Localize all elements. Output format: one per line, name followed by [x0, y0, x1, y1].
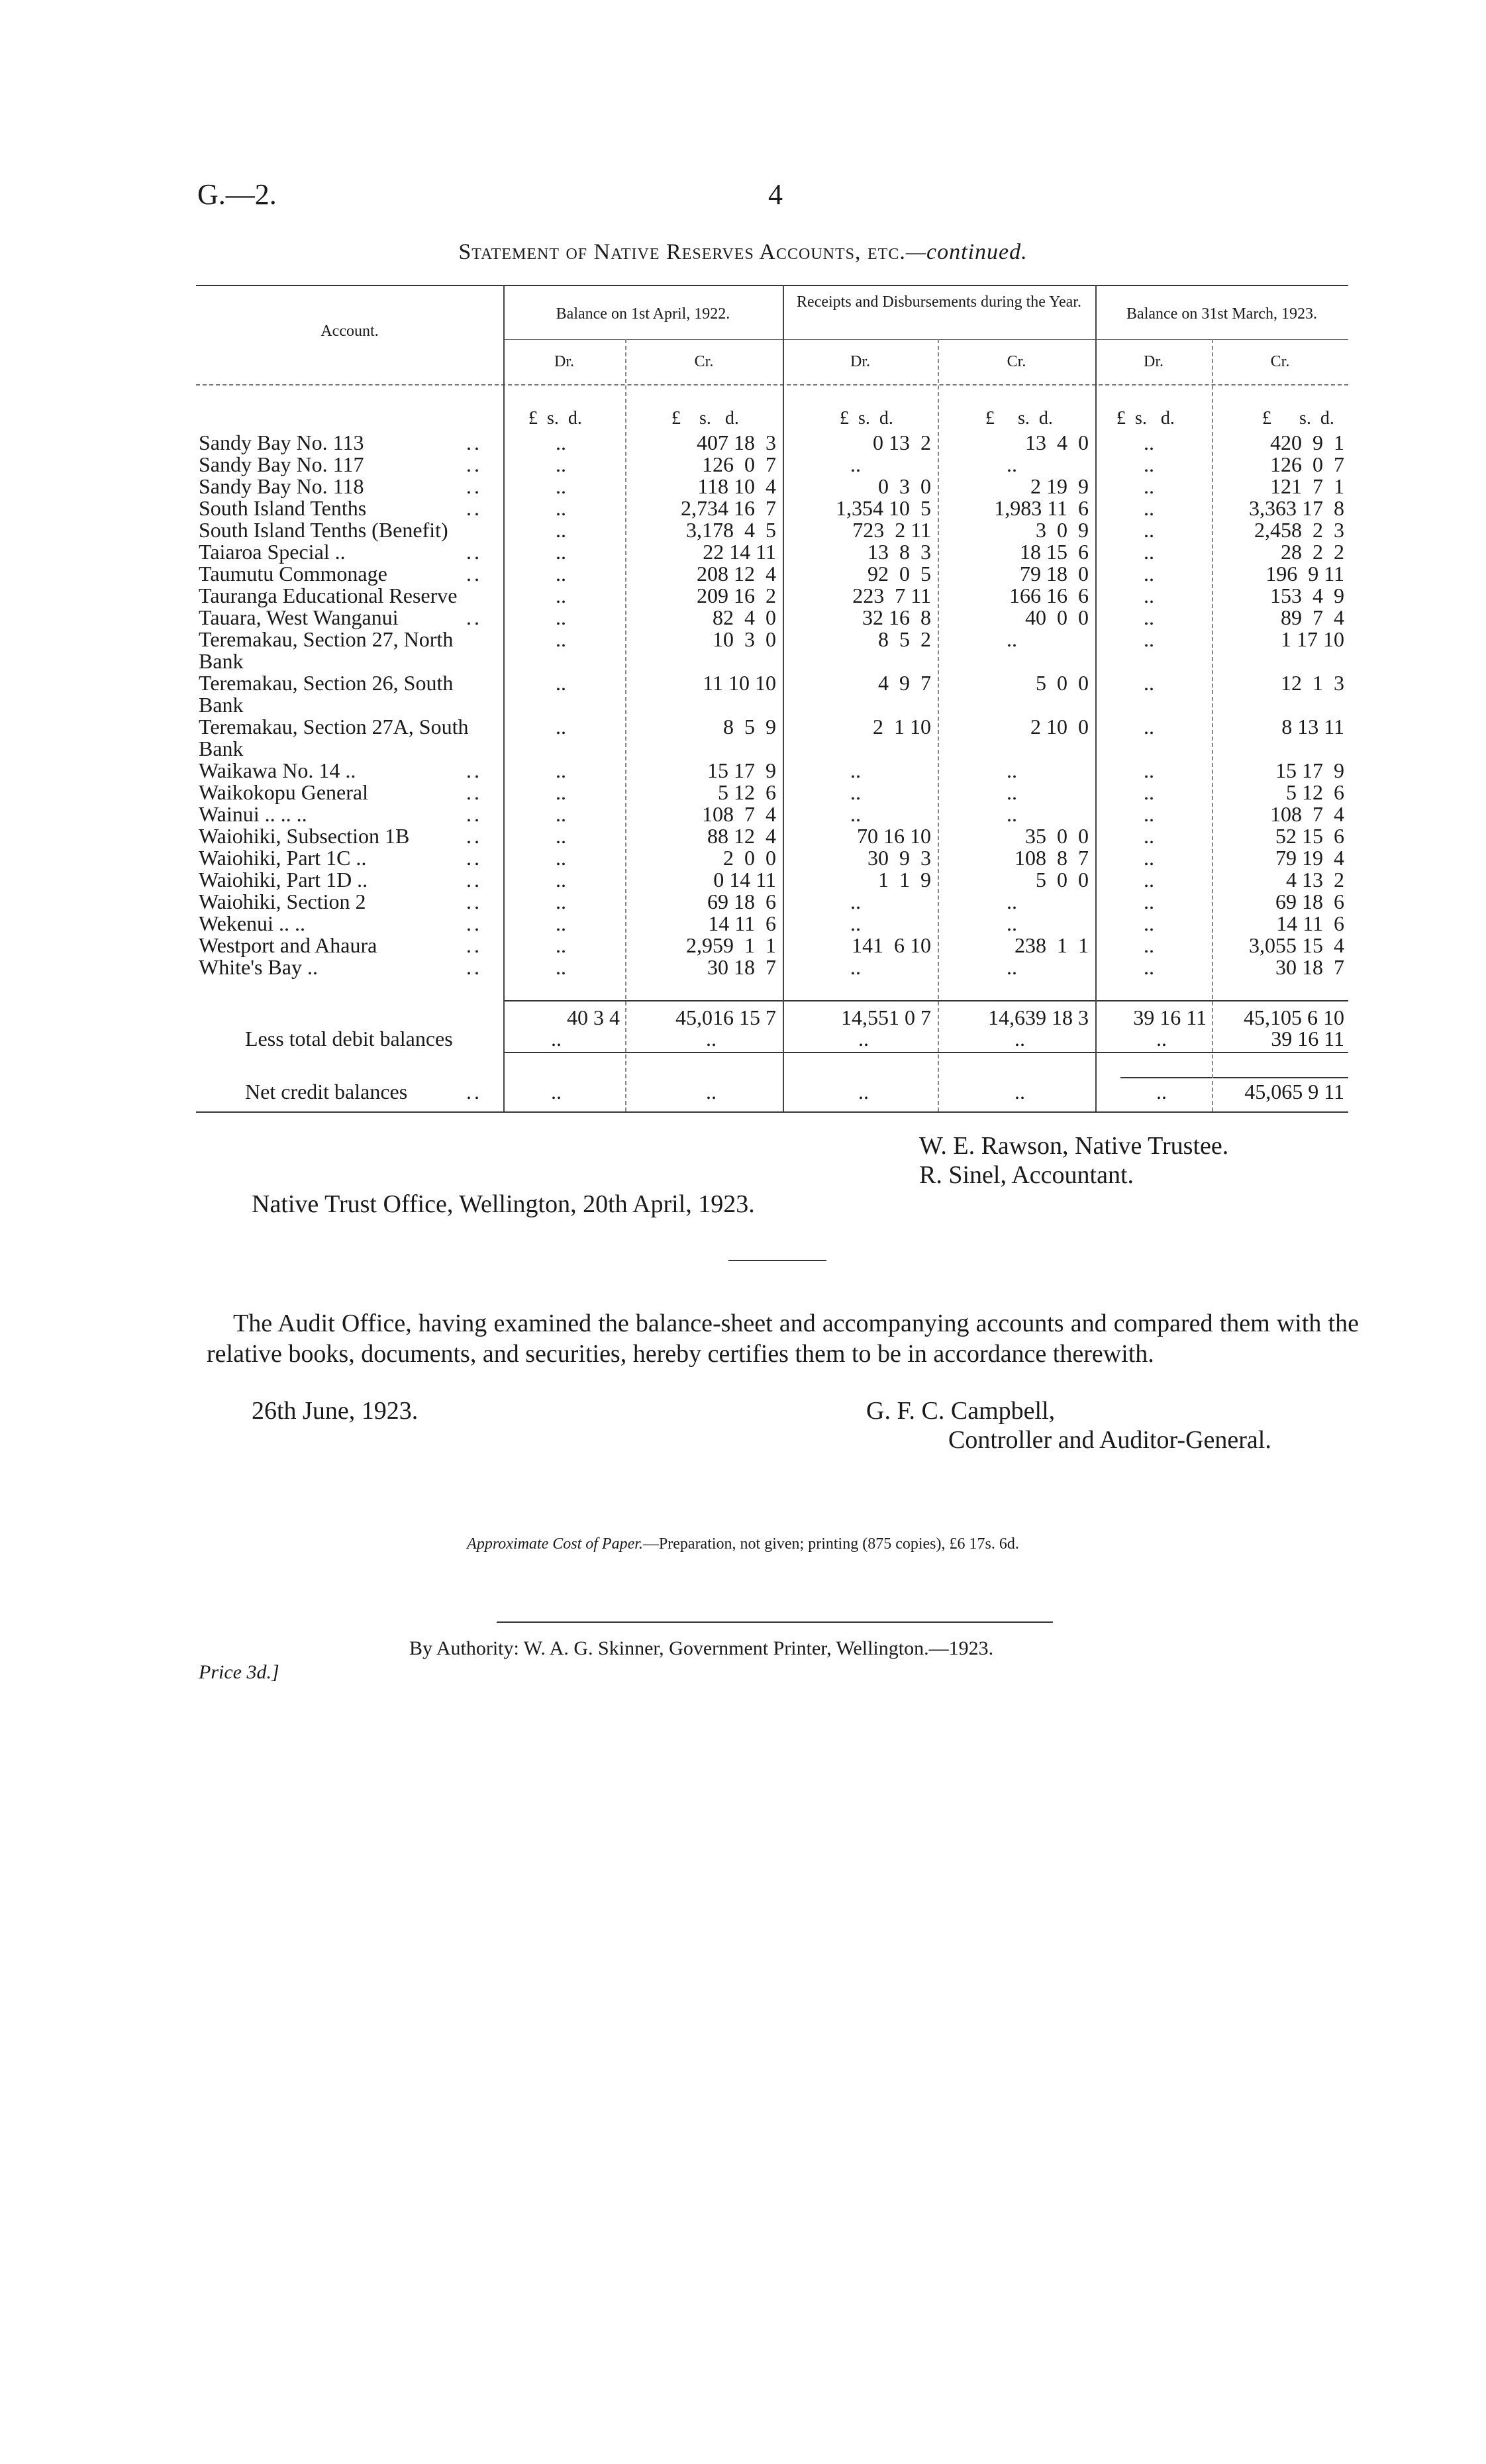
amount-c5: .. — [1144, 715, 1154, 739]
header-cr-3: Cr. — [1270, 353, 1290, 370]
amount-c2: 407 18 3 — [697, 431, 776, 454]
amount-c1: .. — [556, 562, 566, 586]
amount-c4: 1,983 11 6 — [994, 496, 1089, 520]
amount-c2: 10 3 0 — [713, 627, 776, 651]
amount-c4: .. — [1007, 802, 1017, 826]
less-row — [196, 1028, 1348, 1050]
accountant-signature: R. Sinel, Accountant. — [919, 1161, 1134, 1189]
amount-c3: .. — [850, 890, 861, 913]
amount-c3: 70 16 10 — [857, 824, 931, 848]
net-rule-top — [1120, 1077, 1348, 1078]
leader-dots: .. — [466, 911, 482, 935]
table-row — [196, 476, 1348, 497]
amount-c4: 35 0 0 — [1025, 824, 1089, 848]
total-c3: 14,551 0 7 — [841, 1005, 931, 1029]
leader-dots: .. — [466, 452, 482, 476]
amount-c6: 12 1 3 — [1281, 671, 1344, 695]
less-c4: .. — [1015, 1027, 1025, 1051]
header-balance-1922: Balance on 1st April, 1922. — [556, 305, 730, 323]
leader-dots: .. — [466, 474, 482, 498]
leader-dots: .. — [466, 802, 482, 826]
amount-c1: .. — [556, 496, 566, 520]
net-dots: .. — [466, 1080, 482, 1104]
page-title — [0, 240, 1486, 265]
total-c5: 39 16 11 — [1133, 1005, 1207, 1029]
amount-c4: 3 0 9 — [1036, 518, 1089, 542]
amount-c4: 79 18 0 — [1020, 562, 1089, 586]
amount-c4: .. — [1007, 890, 1017, 913]
amount-c5: .. — [1144, 758, 1154, 782]
amount-c3: 4 9 7 — [878, 671, 931, 695]
account-name: South Island Tenths (Benefit) — [199, 518, 448, 542]
amount-c2: 8 5 9 — [723, 715, 776, 739]
amount-c2: 3,178 4 5 — [686, 518, 776, 542]
leader-dots: .. — [466, 540, 482, 564]
header-bottom-rule — [196, 384, 1348, 385]
leader-dots: .. — [466, 933, 482, 957]
header-cr-1: Cr. — [694, 353, 714, 370]
amount-c2: 14 11 6 — [708, 911, 776, 935]
amount-c5: .. — [1144, 933, 1154, 957]
net-c1: .. — [551, 1080, 562, 1104]
amount-c6: 108 7 4 — [1270, 802, 1344, 826]
amount-c3: 2 1 10 — [873, 715, 931, 739]
table-row — [196, 825, 1348, 847]
office-dateline: Native Trust Office, Wellington, 20th April, 1923. — [252, 1190, 755, 1218]
amount-c1: .. — [556, 627, 566, 651]
account-name: Tauara, West Wanganui — [199, 605, 399, 629]
account-name: Waiohiki, Part 1C .. — [199, 846, 367, 870]
amount-c1: .. — [556, 802, 566, 826]
amount-c3: .. — [850, 758, 861, 782]
table-top-rule — [196, 285, 1348, 286]
header-dr-1: Dr. — [554, 353, 574, 370]
amount-c3: 0 3 0 — [878, 474, 931, 498]
amount-c4: 40 0 0 — [1025, 605, 1089, 629]
amount-c3: 723 2 11 — [852, 518, 931, 542]
account-name: Waikokopu General — [199, 780, 368, 804]
amount-c1: .. — [556, 933, 566, 957]
amount-c6: 420 9 1 — [1270, 431, 1344, 454]
amount-c2: 30 18 7 — [707, 955, 776, 979]
amount-c1: .. — [556, 584, 566, 607]
amount-c4: 2 10 0 — [1030, 715, 1089, 739]
less-c5: .. — [1156, 1027, 1167, 1051]
cost-text: —Preparation, not given; printing (875 copies), £6 17s. 6d. — [642, 1535, 1019, 1553]
table-row — [196, 519, 1348, 541]
amount-c5: .. — [1144, 518, 1154, 542]
table-row — [196, 782, 1348, 803]
account-name: Sandy Bay No. 118 — [199, 474, 364, 498]
amount-c2: 69 18 6 — [707, 890, 776, 913]
amount-c5: .. — [1144, 911, 1154, 935]
amount-c1: .. — [556, 846, 566, 870]
table-row — [196, 760, 1348, 782]
amount-c3: .. — [850, 780, 861, 804]
amount-c1: .. — [556, 605, 566, 629]
amount-c6: 52 15 6 — [1275, 824, 1344, 848]
header-receipts: Receipts and Disbursements during the Year. — [797, 293, 1081, 311]
amount-c4: 108 8 7 — [1015, 846, 1089, 870]
account-name: Wekenui .. .. — [199, 911, 305, 935]
amount-c1: .. — [556, 758, 566, 782]
amount-c1: .. — [556, 671, 566, 695]
amount-c3: 223 7 11 — [852, 584, 931, 607]
account-name: White's Bay .. — [199, 955, 318, 979]
table-row — [196, 497, 1348, 519]
amount-c4: .. — [1007, 955, 1017, 979]
amount-c6: 28 2 2 — [1281, 540, 1344, 564]
amount-c1: .. — [556, 780, 566, 804]
subheader-rule — [503, 339, 1348, 340]
table-row — [196, 607, 1348, 629]
leader-dots: .. — [466, 496, 482, 520]
account-name: Westport and Ahaura — [199, 933, 377, 957]
amount-c6: 196 9 11 — [1265, 562, 1344, 586]
amount-c1: .. — [556, 868, 566, 892]
net-label: Net credit balances — [245, 1080, 408, 1104]
less-c3: .. — [858, 1027, 869, 1051]
amount-c5: .. — [1144, 605, 1154, 629]
table-row — [196, 629, 1348, 672]
amount-c1: .. — [556, 474, 566, 498]
title-main: Statement of Native Reserves Accounts, etc. — [458, 240, 906, 264]
amount-c2: 15 17 9 — [707, 758, 776, 782]
amount-c5: .. — [1144, 540, 1154, 564]
account-name: Taumutu Commonage — [199, 562, 387, 586]
amount-c2: 2 0 0 — [723, 846, 776, 870]
amount-c2: 22 14 11 — [703, 540, 776, 564]
leader-dots: .. — [466, 846, 482, 870]
amount-c1: .. — [556, 911, 566, 935]
amount-c4: 18 15 6 — [1020, 540, 1089, 564]
amount-c3: 92 0 5 — [867, 562, 931, 586]
account-name: Teremakau, Section 26, South Bank — [199, 671, 454, 717]
amount-c3: 8 5 2 — [878, 627, 931, 651]
net-c4: .. — [1015, 1080, 1025, 1104]
amount-c4: .. — [1007, 911, 1017, 935]
amount-c2: 209 16 2 — [697, 584, 776, 607]
trustee-signature: W. E. Rawson, Native Trustee. — [919, 1132, 1229, 1160]
amount-c1: .. — [556, 452, 566, 476]
amount-c2: 208 12 4 — [697, 562, 776, 586]
unit-g2dr: £ s. d. — [840, 408, 893, 429]
less-rule — [503, 1052, 1348, 1053]
amount-c4: 238 1 1 — [1015, 933, 1089, 957]
amount-c5: .. — [1144, 474, 1154, 498]
amount-c3: 32 16 8 — [862, 605, 931, 629]
amount-c4: 5 0 0 — [1036, 868, 1089, 892]
amount-c5: .. — [1144, 584, 1154, 607]
amount-c5: .. — [1144, 846, 1154, 870]
amount-c6: 89 7 4 — [1281, 605, 1344, 629]
amount-c1: .. — [556, 890, 566, 913]
header-dr-3: Dr. — [1144, 353, 1164, 370]
amount-c3: 1 1 9 — [878, 868, 931, 892]
page-number: 4 — [768, 178, 783, 211]
amount-c5: .. — [1144, 431, 1154, 454]
leader-dots: .. — [466, 780, 482, 804]
amount-c5: .. — [1144, 802, 1154, 826]
amount-c1: .. — [556, 824, 566, 848]
amount-c4: 166 16 6 — [1009, 584, 1089, 607]
amount-c3: 0 13 2 — [873, 431, 931, 454]
account-name: Wainui .. .. .. — [199, 802, 307, 826]
audit-paragraph: The Audit Office, having examined the balance-sheet and accompanying accounts and compared them with the relative books, documents, and securities, hereby certifies them to be in accordance therewith. — [207, 1309, 1359, 1368]
amount-c6: 69 18 6 — [1275, 890, 1344, 913]
amount-c6: 1 17 10 — [1281, 627, 1344, 651]
amount-c2: 2,959 1 1 — [686, 933, 776, 957]
amount-c2: 2,734 16 7 — [681, 496, 776, 520]
account-name: Tauranga Educational Reserve — [199, 584, 458, 607]
amount-c2: 5 12 6 — [718, 780, 776, 804]
header-balance-1923: Balance on 31st March, 1923. — [1126, 305, 1317, 323]
account-name: Sandy Bay No. 117 — [199, 452, 364, 476]
total-c6: 45,105 6 10 — [1244, 1005, 1344, 1029]
amount-c6: 8 13 11 — [1281, 715, 1344, 739]
amount-c2: 0 14 11 — [713, 868, 776, 892]
amount-c1: .. — [556, 955, 566, 979]
account-name: Waiohiki, Part 1D .. — [199, 868, 368, 892]
amount-c2: 88 12 4 — [707, 824, 776, 848]
table-row — [196, 803, 1348, 825]
leader-dots: .. — [466, 890, 482, 913]
amount-c3: .. — [850, 955, 861, 979]
account-name: Sandy Bay No. 113 — [199, 431, 364, 454]
amount-c6: 153 4 9 — [1270, 584, 1344, 607]
leader-dots: .. — [466, 562, 482, 586]
amount-c4: .. — [1007, 627, 1017, 651]
amount-c1: .. — [556, 540, 566, 564]
amount-c1: .. — [556, 715, 566, 739]
table-row — [196, 585, 1348, 607]
table-row — [196, 913, 1348, 935]
amount-c6: 126 0 7 — [1270, 452, 1344, 476]
amount-c6: 79 19 4 — [1275, 846, 1344, 870]
table-row — [196, 847, 1348, 869]
amount-c5: .. — [1144, 627, 1154, 651]
leader-dots: .. — [466, 431, 482, 454]
unit-g3dr: £ s. d. — [1116, 408, 1175, 429]
totals-row — [196, 1007, 1348, 1029]
account-name: Teremakau, Section 27, North Bank — [199, 627, 454, 673]
net-row — [196, 1081, 1348, 1103]
unit-g3cr: £ s. d. — [1262, 408, 1334, 429]
auditor-name: G. F. C. Campbell, — [866, 1397, 1056, 1425]
amount-c4: .. — [1007, 758, 1017, 782]
amount-c5: .. — [1144, 671, 1154, 695]
amount-c5: .. — [1144, 496, 1154, 520]
amount-c6: 3,055 15 4 — [1249, 933, 1344, 957]
account-name: South Island Tenths — [199, 496, 367, 520]
amount-c3: .. — [850, 911, 861, 935]
amount-c2: 108 7 4 — [702, 802, 776, 826]
price: Price 3d.] — [199, 1661, 279, 1683]
amount-c5: .. — [1144, 824, 1154, 848]
authority-rule — [497, 1621, 1053, 1623]
less-c6: 39 16 11 — [1271, 1027, 1344, 1051]
amount-c2: 11 10 10 — [703, 671, 776, 695]
amount-c6: 121 7 1 — [1270, 474, 1344, 498]
unit-g2cr: £ s. d. — [985, 408, 1053, 429]
amount-c6: 3,363 17 8 — [1249, 496, 1344, 520]
printer-authority: By Authority: W. A. G. Skinner, Government Printer, Wellington.—1923. — [409, 1637, 994, 1659]
less-c1: .. — [551, 1027, 562, 1051]
totals-rule — [503, 1000, 1348, 1001]
auditor-title: Controller and Auditor-General. — [948, 1426, 1271, 1454]
table-row — [196, 869, 1348, 891]
leader-dots: .. — [466, 955, 482, 979]
net-c3: .. — [858, 1080, 869, 1104]
amount-c2: 118 10 4 — [697, 474, 776, 498]
table-row — [196, 672, 1348, 716]
account-name: Waikawa No. 14 .. — [199, 758, 356, 782]
net-c6: 45,065 9 11 — [1244, 1080, 1344, 1104]
amount-c1: .. — [556, 431, 566, 454]
less-c2: .. — [706, 1027, 717, 1051]
amount-c6: 5 12 6 — [1286, 780, 1344, 804]
account-name: Teremakau, Section 27A, South Bank — [199, 715, 469, 760]
net-c2: .. — [706, 1080, 717, 1104]
amount-c3: .. — [850, 452, 861, 476]
total-c2: 45,016 15 7 — [675, 1005, 776, 1029]
amount-c3: 13 8 3 — [867, 540, 931, 564]
table-row — [196, 956, 1348, 978]
amount-c4: .. — [1007, 780, 1017, 804]
audit-date: 26th June, 1923. — [252, 1397, 419, 1425]
amount-c6: 30 18 7 — [1275, 955, 1344, 979]
header-dr-2: Dr. — [850, 353, 870, 370]
amount-c6: 14 11 6 — [1276, 911, 1344, 935]
accounts-table — [196, 285, 1348, 1113]
amount-c5: .. — [1144, 562, 1154, 586]
amount-c4: 13 4 0 — [1025, 431, 1089, 454]
table-body — [196, 432, 1348, 978]
document-code: G.—2. — [197, 178, 277, 211]
section-divider — [728, 1260, 826, 1261]
amount-c2: 126 0 7 — [702, 452, 776, 476]
net-c5: .. — [1156, 1080, 1167, 1104]
total-c4: 14,639 18 3 — [988, 1005, 1089, 1029]
amount-c6: 2,458 2 3 — [1254, 518, 1344, 542]
unit-g1dr: £ s. d. — [528, 408, 582, 429]
table-row — [196, 563, 1348, 585]
header-cr-2: Cr. — [1007, 353, 1026, 370]
amount-c3: .. — [850, 802, 861, 826]
amount-c6: 15 17 9 — [1275, 758, 1344, 782]
account-name: Waiohiki, Subsection 1B — [199, 824, 410, 848]
amount-c6: 4 13 2 — [1286, 868, 1344, 892]
header-account: Account. — [321, 323, 379, 340]
cost-label: Approximate Cost of Paper. — [467, 1535, 643, 1553]
leader-dots: .. — [466, 758, 482, 782]
leader-dots: .. — [466, 868, 482, 892]
amount-c5: .. — [1144, 868, 1154, 892]
amount-c4: .. — [1007, 452, 1017, 476]
total-c1: 40 3 4 — [567, 1005, 620, 1029]
account-name: Waiohiki, Section 2 — [199, 890, 366, 913]
amount-c4: 5 0 0 — [1036, 671, 1089, 695]
table-row — [196, 935, 1348, 956]
amount-c5: .. — [1144, 890, 1154, 913]
leader-dots: .. — [466, 824, 482, 848]
title-suffix: —continued. — [905, 240, 1028, 264]
table-row — [196, 454, 1348, 476]
cost-of-paper — [0, 1535, 1486, 1553]
amount-c1: .. — [556, 518, 566, 542]
amount-c5: .. — [1144, 780, 1154, 804]
table-row — [196, 891, 1348, 913]
table-row — [196, 432, 1348, 454]
less-label: Less total debit balances — [245, 1027, 453, 1051]
table-bottom-rule — [196, 1111, 1348, 1113]
amount-c5: .. — [1144, 452, 1154, 476]
amount-c2: 82 4 0 — [713, 605, 776, 629]
account-name: Taiaroa Special .. — [199, 540, 346, 564]
leader-dots: .. — [466, 605, 482, 629]
unit-g1cr: £ s. d. — [671, 408, 739, 429]
amount-c3: 30 9 3 — [867, 846, 931, 870]
amount-c4: 2 19 9 — [1030, 474, 1089, 498]
amount-c3: 1,354 10 5 — [836, 496, 931, 520]
amount-c3: 141 6 10 — [852, 933, 931, 957]
table-row — [196, 716, 1348, 760]
amount-c5: .. — [1144, 955, 1154, 979]
table-row — [196, 541, 1348, 563]
